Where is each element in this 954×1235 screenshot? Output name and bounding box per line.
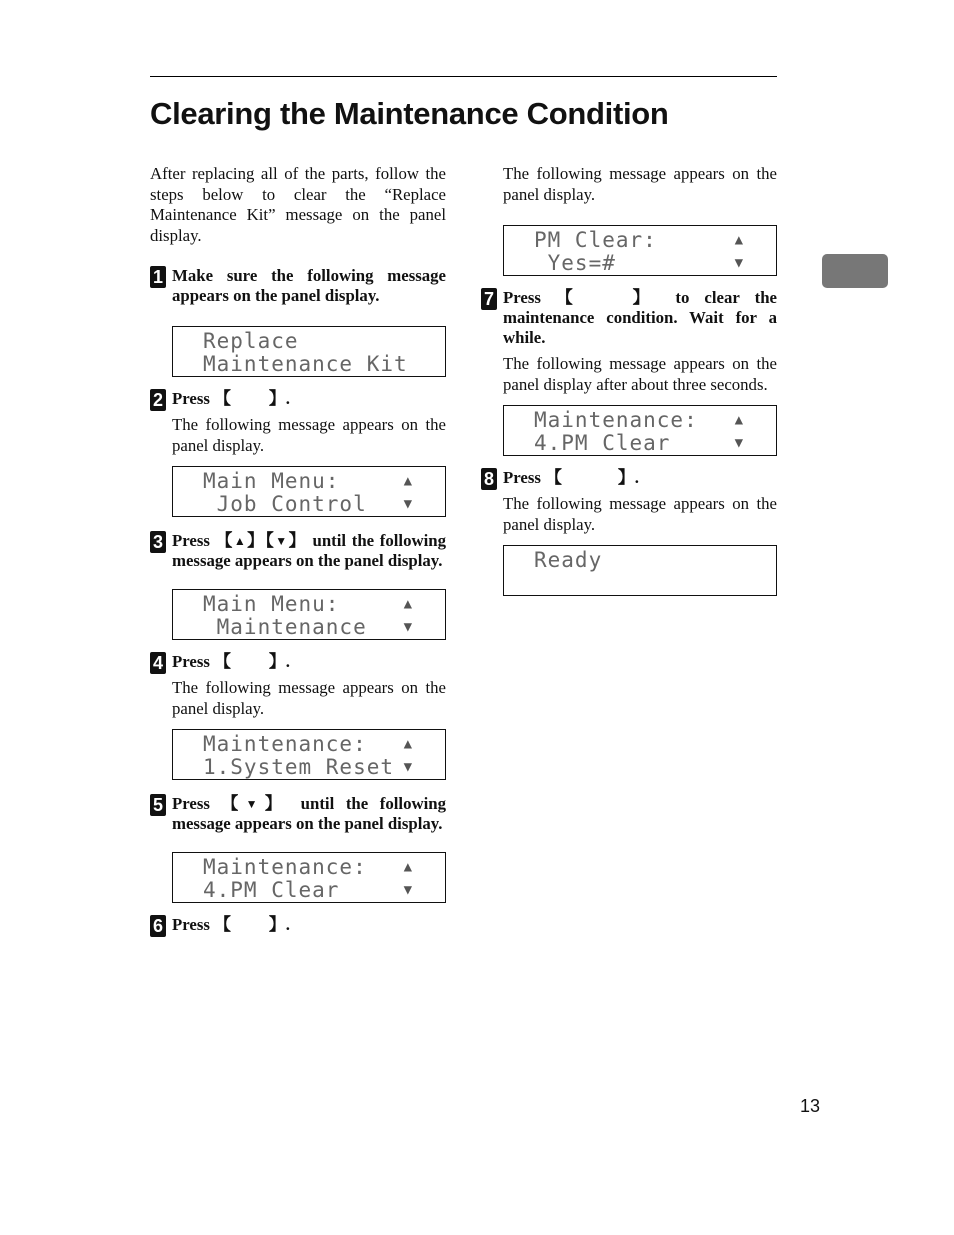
scroll-up-icon: ▲ [403,859,413,875]
key-bracket-open: 【 [214,389,231,408]
key-bracket-open: 【 [556,288,584,307]
step-result: The following message appears on the panel display. [503,164,777,204]
step-8: 8 Press 【 】. The following message appears on the panel display. [481,468,777,535]
header-rule [150,76,777,77]
panel-display-pm-clear [172,852,446,903]
panel-line-2: 4.PM Clear [534,431,671,455]
step-number: 4 [150,652,166,674]
scroll-down-icon: ▼ [403,759,413,775]
step-6: 6 Press 【 】. [150,915,446,935]
scroll-up-icon: ▲ [403,736,413,752]
panel-line-1: Ready [534,548,603,572]
step-instruction: until the following message appears on the panel display. [172,531,446,570]
step-2: 2 Press 【 】. The following message appears on the panel display. [150,389,446,456]
key-bracket-close: 】 [268,389,286,408]
scroll-down-icon: ▼ [734,435,744,451]
panel-line-2: Yes=# [534,251,616,275]
step-number: 5 [150,794,166,816]
press-label: Press [503,468,541,487]
step-number: 3 [150,531,166,553]
step-instruction: to clear the maintenance condition. Wait for a while. [503,288,777,347]
panel-line-1: Maintenance: [534,408,698,432]
down-arrow-icon: ▼ [245,797,265,811]
up-arrow-icon: ▲ [233,534,248,548]
panel-display-job-control [172,466,446,517]
scroll-up-icon: ▲ [403,596,413,612]
step-7 [481,288,777,395]
key-bracket-open: 【 [214,652,231,671]
panel-line-1: Main Menu: [203,592,340,616]
scroll-down-icon: ▼ [403,496,413,512]
panel-display-pm-clear-yes [503,225,777,276]
step-4: 4 Press 【 】. The following message appears on the panel display. [150,652,446,719]
right-column [481,164,777,596]
panel-line-1: PM Clear: [534,228,657,252]
key-bracket-close: 】 [268,652,286,671]
press-label: Press [172,915,210,934]
press-label: Press [172,531,210,550]
key-bracket-close: 】 [617,468,635,487]
scroll-down-icon: ▼ [734,255,744,271]
key-bracket-close: 】 [621,288,661,307]
step-5: 5 Press 【▼】 until the following message appears on the panel display. [150,794,446,834]
panel-display-system-reset [172,729,446,780]
scroll-up-icon: ▲ [734,232,744,248]
panel-display-maintenance-menu [172,589,446,640]
key-bracket-close: 】 [268,915,286,934]
step-instruction: Make sure the following message appears on the panel display. [172,266,446,305]
press-label: Press [172,652,210,671]
section-tab [822,254,888,288]
press-label: Press [172,389,210,408]
page-number: 13 [800,1096,821,1116]
scroll-up-icon: ▲ [734,412,744,428]
panel-line-2: Job Control [203,492,367,516]
panel-line-1: Main Menu: [203,469,340,493]
press-label: Press [172,794,210,813]
step-result: The following message appears on the panel display. [172,678,446,718]
scroll-down-icon: ▼ [403,882,413,898]
intro-paragraph: After replacing all of the parts, follow the steps below to clear the “Replace Maintenance Kit” message on the panel display. [150,164,446,245]
down-arrow-icon: ▼ [275,534,289,548]
step-instruction: until the following message appears on the panel display. [172,794,446,833]
step-number: 8 [481,468,497,490]
panel-line-2: Maintenance [203,615,367,639]
scroll-down-icon: ▼ [403,619,413,635]
key-bracket-open: 【 [214,915,231,934]
panel-line-2: 1.System Reset [203,755,395,779]
step-result: The following message appears on the panel display. [503,494,777,534]
panel-line-1: Replace [203,329,299,353]
panel-display-replace [172,326,446,377]
step-number: 2 [150,389,166,411]
step-1 [150,266,446,306]
step-result: The following message appears on the panel display after about three seconds. [503,354,777,394]
step-result: The following message appears on the panel display. [172,415,446,455]
panel-line-2: Maintenance Kit [203,352,408,376]
page-title: Clearing the Maintenance Condition [150,96,669,131]
left-column [150,164,446,935]
panel-line-1: Maintenance: [203,855,367,879]
step-number: 1 [150,266,166,288]
key-bracket-open: 【 [545,468,562,487]
panel-line-1: Maintenance: [203,732,367,756]
step-number: 7 [481,288,497,310]
step-number: 6 [150,915,166,937]
scroll-up-icon: ▲ [403,473,413,489]
press-label: Press [503,288,541,307]
panel-display-pm-clear-after [503,405,777,456]
panel-display-ready [503,545,777,596]
step-3: 3 Press 【▲】【▼】 until the following message appears on the panel display. [150,531,446,571]
panel-line-2: 4.PM Clear [203,878,340,902]
